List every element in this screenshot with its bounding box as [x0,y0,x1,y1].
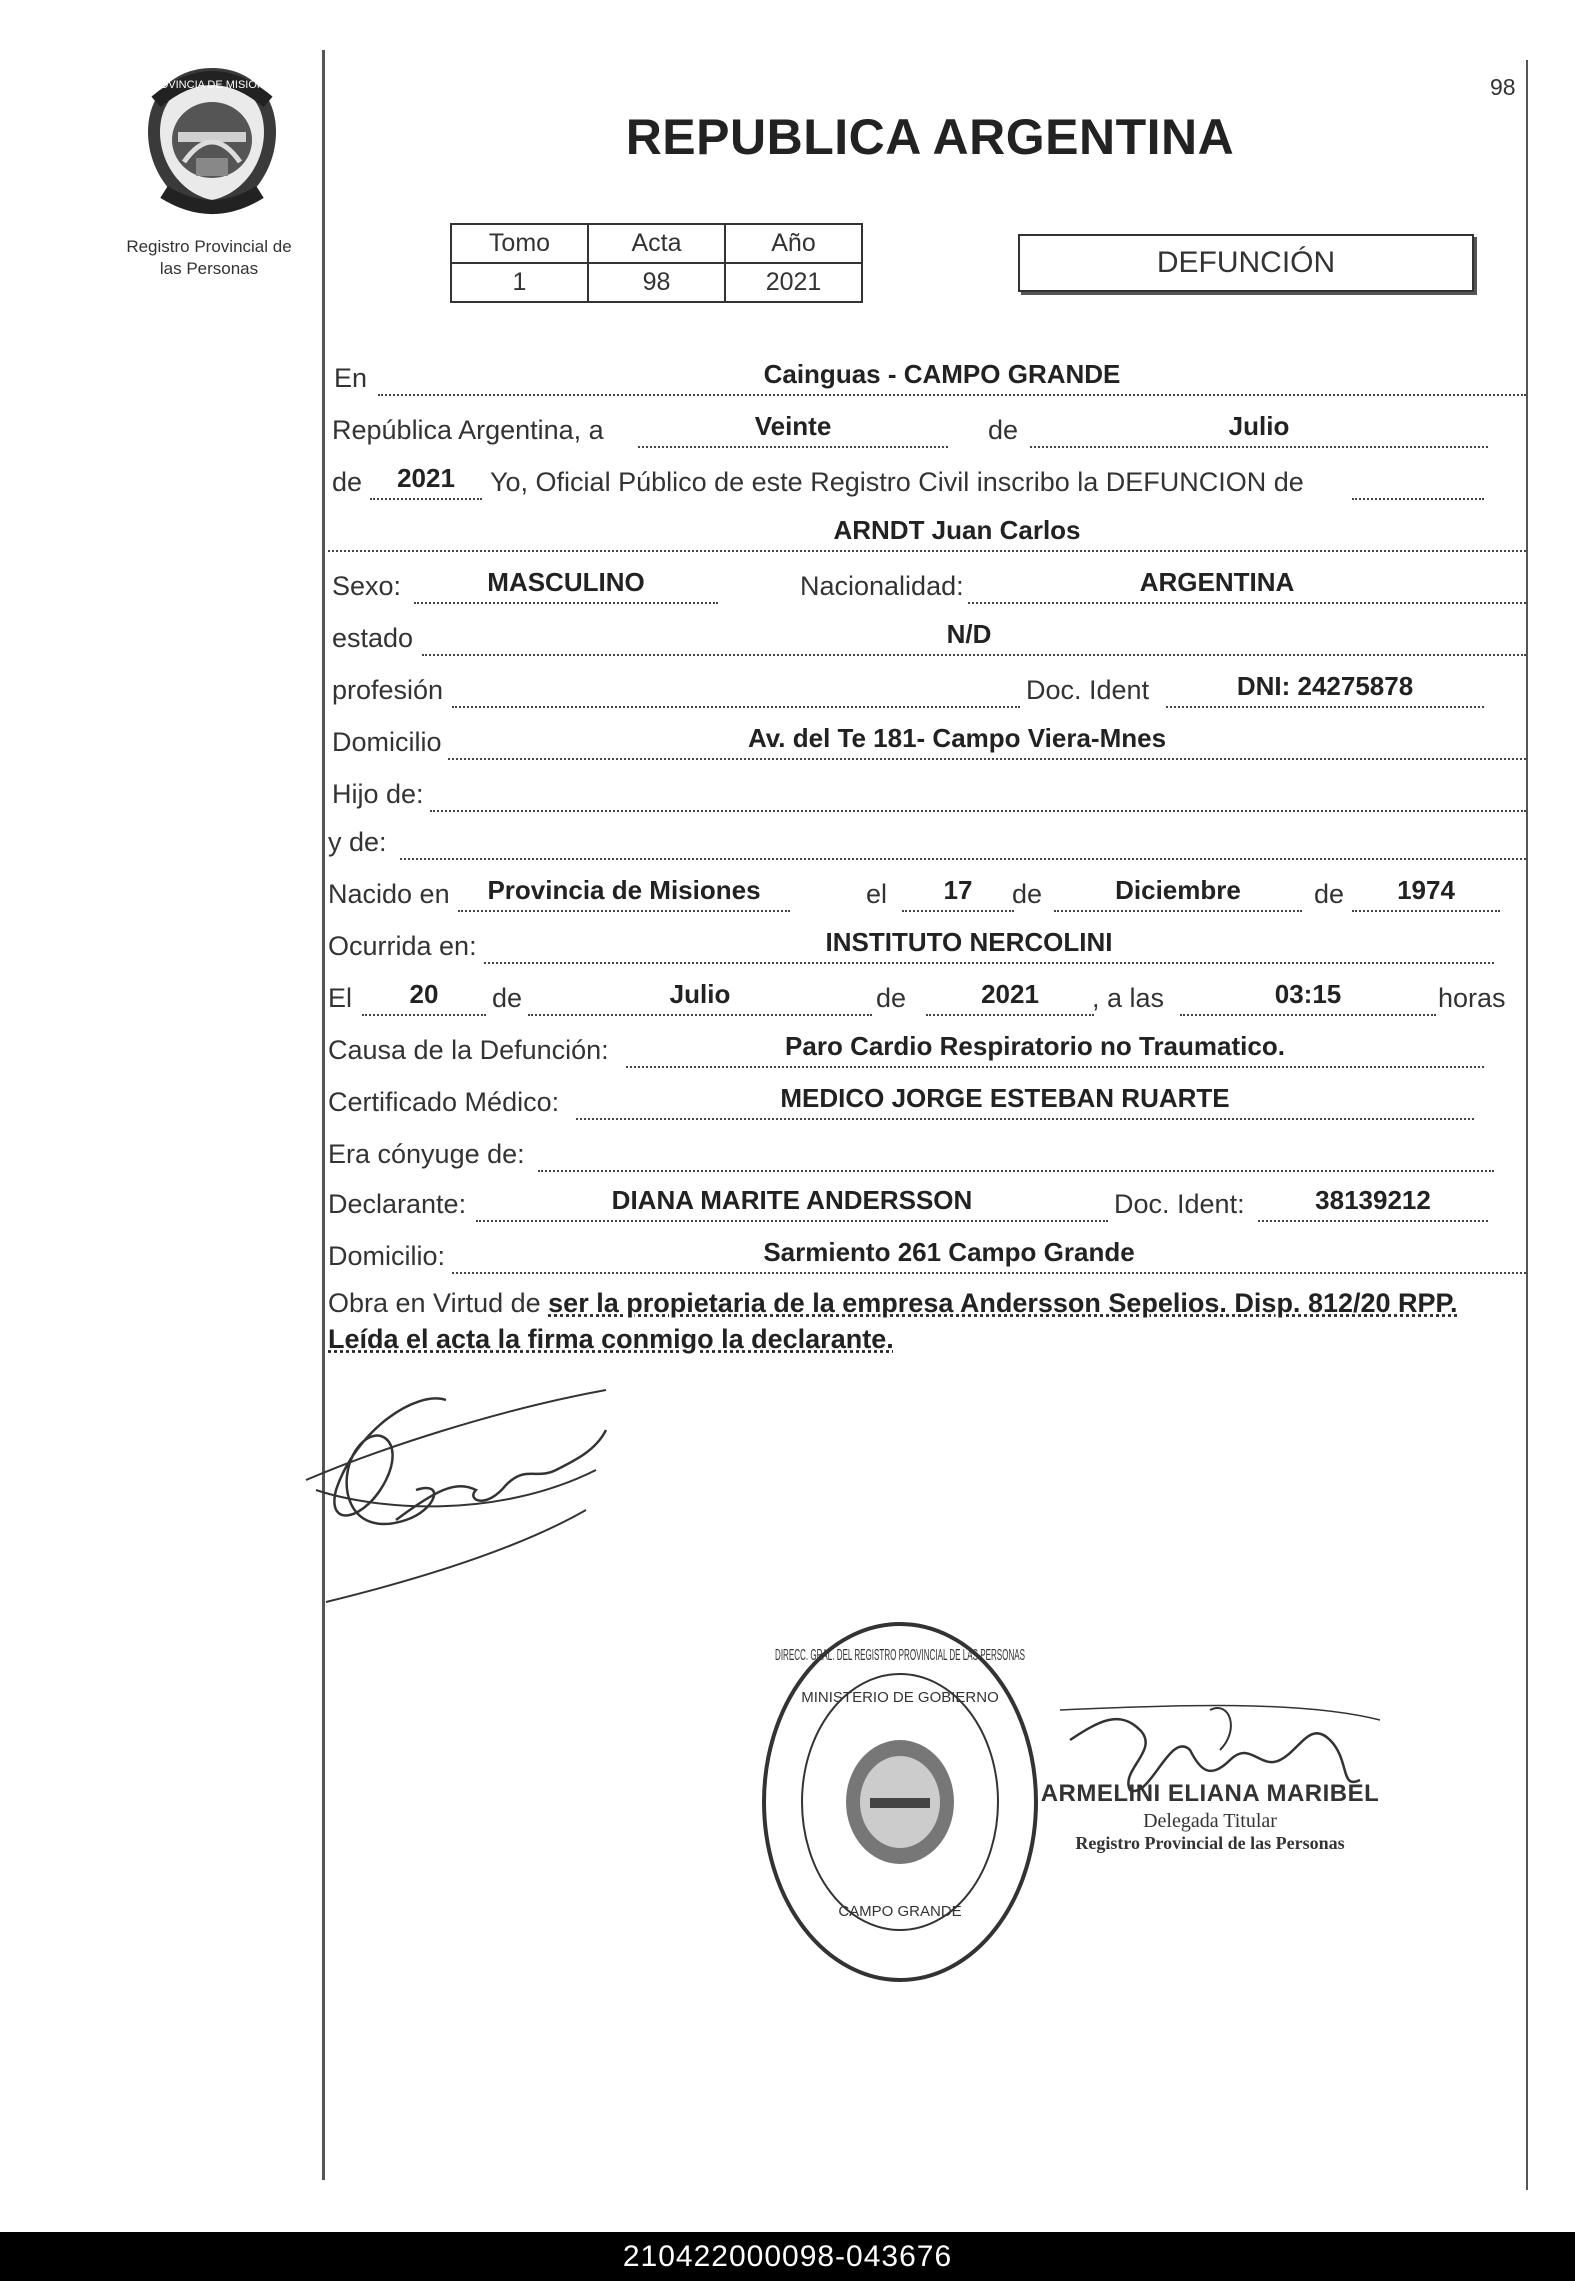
row-domicilio [328,722,1526,764]
nacido-de2-label: de [1314,879,1345,909]
row-conyuge [328,1134,1526,1176]
doc-ident-value: DNI: 24275878 [1236,671,1414,701]
estado-field [422,616,1526,656]
death-day-field [362,976,486,1016]
row-ocurrida [328,926,1526,968]
birth-year-value: 1974 [1397,875,1455,905]
statement-text: Yo, Oficial Público de este Registro Civil inscribo la DEFUNCION de [490,467,1304,497]
acta-header: Acta [588,224,725,263]
domicilio-declarante-field [452,1234,1526,1274]
row-estado [328,618,1526,660]
death-day-value: 20 [409,979,439,1009]
nacido-el-label: el [866,879,888,909]
book-value-row [451,263,862,302]
fecha-de2-label: de [876,983,907,1013]
declarante-doc-value: 38139212 [1315,1185,1431,1215]
year-value: 2021 [397,463,455,493]
declarante-doc-label: Doc. Ident: [1114,1189,1245,1219]
tomo-value: 1 [451,263,588,302]
row-fecha [328,978,1526,1020]
fecha-de1-label: de [492,983,523,1013]
official-role: Delegada Titular [1143,1810,1277,1832]
obra-text2: Leída el acta la firma conmigo la declarante. [328,1324,894,1354]
birth-day-field [902,872,1014,912]
row-domicilio-declarante [328,1236,1526,1278]
sexo-value: MASCULINO [487,567,645,597]
causa-label: Causa de la Defunción: [328,1035,609,1065]
document-type-box: DEFUNCIÓN [1018,234,1474,292]
official-org: Registro Provincial de las Personas [1075,1833,1345,1853]
seal-outer-text: DIRECC. GRAL. DEL REGISTRO PROVINCIAL DE LAS PERSONAS [775,1647,1025,1664]
month-value: Julio [1228,411,1290,441]
domicilio-declarante-label: Domicilio: [328,1241,446,1271]
ocurrida-field [484,924,1494,964]
death-time-value: 03:15 [1274,979,1342,1009]
registry-label [100,236,318,280]
row-y-de [328,822,1526,864]
estado-label: estado [332,623,414,653]
obra-text1: ser la propietaria de la empresa Andersson Sepelios. Disp. 812/20 RPP. [548,1288,1458,1318]
birth-day-value: 17 [943,875,973,905]
row-declarante [328,1184,1526,1226]
provincial-crest-logo [138,62,286,218]
sexo-label: Sexo: [332,571,402,601]
birth-month-value: Diciembre [1115,875,1241,905]
ocurrida-value: INSTITUTO NERCOLINI [825,927,1113,957]
domicilio-field [448,720,1526,760]
republica-de-label: de [988,415,1019,445]
left-margin-line [322,50,325,2180]
nacionalidad-label: Nacionalidad: [800,571,964,601]
death-year-value: 2021 [981,979,1039,1009]
certificado-label: Certificado Médico: [328,1087,560,1117]
month-field [1030,408,1488,448]
causa-value: Paro Cardio Respiratorio no Traumatico. [785,1031,1285,1061]
obra-en-virtud [328,1285,1528,1357]
page-number: 98 [1490,74,1516,100]
registry-label-line2: las Personas [159,259,259,278]
statement-tail-field [1352,460,1484,500]
republica-label: República Argentina, a [332,415,604,445]
obra-line1 [328,1285,1528,1321]
birth-month-field [1054,872,1302,912]
conyuge-field [538,1132,1494,1172]
row-en [328,358,1526,400]
day-text-field [638,408,948,448]
death-year-field [926,976,1094,1016]
declarante-label: Declarante: [328,1189,467,1219]
fecha-el-label: El [328,983,353,1013]
death-month-value: Julio [669,979,731,1009]
nacionalidad-value: ARGENTINA [1139,567,1295,597]
domicilio-value: Av. del Te 181- Campo Viera-Mnes [747,723,1167,753]
row-profesion-doc [328,670,1526,712]
y-de-label: y de: [328,827,387,857]
certificado-value: MEDICO JORGE ESTEBAN RUARTE [780,1083,1230,1113]
declarante-doc-field [1258,1182,1488,1222]
profesion-field [452,668,1020,708]
row-causa [328,1030,1526,1072]
domicilio-declarante-value: Sarmiento 261 Campo Grande [763,1237,1135,1267]
hijo-de-field [430,772,1526,812]
obra-label: Obra en Virtud de [328,1288,541,1318]
official-name: ARMELINI ELIANA MARIBEL [1040,1780,1380,1807]
seal-inner-text: MINISTERIO DE GOBIERNO [801,1689,999,1706]
birth-year-field [1352,872,1500,912]
nacido-label: Nacido en [328,879,450,909]
birthplace-value: Provincia de Misiones [487,875,761,905]
fecha-horas-label: horas [1438,983,1506,1013]
y-de-field [400,820,1526,860]
en-value: Cainguas - CAMPO GRANDE [763,359,1121,389]
row-year-statement [328,462,1526,504]
causa-field [626,1028,1484,1068]
sexo-field [414,564,718,604]
fecha-alas-label: , a las [1092,983,1165,1013]
estado-value: N/D [946,619,992,649]
right-margin-line [1526,60,1528,2190]
declarante-value: DIANA MARITE ANDERSSON [611,1185,973,1215]
row-deceased-name [328,514,1526,556]
tomo-header: Tomo [451,224,588,263]
year-de-label: de [332,467,363,497]
year-field [370,460,482,500]
obra-line2 [328,1321,1528,1357]
certificado-field [576,1080,1474,1120]
anio-value: 2021 [725,263,862,302]
nacionalidad-field [968,564,1526,604]
declarant-signature [296,1370,616,1620]
conyuge-label: Era cónyuge de: [328,1139,525,1169]
hijo-de-label: Hijo de: [332,779,424,809]
doc-ident-field [1166,668,1484,708]
seal-bottom-text: CAMPO GRANDE [838,1903,962,1920]
footer-barcode-code: 210422000098-043676 [0,2232,1575,2281]
domicilio-label: Domicilio [332,727,442,757]
deceased-name-value: ARNDT Juan Carlos [833,515,1081,545]
row-sexo-nacionalidad [328,566,1526,608]
en-label: En [334,363,368,393]
nacido-de1-label: de [1012,879,1043,909]
registry-seal [760,1620,1040,1985]
crest-text: PROVINCIA DE MISIONES [144,79,280,91]
deceased-name-field [328,512,1526,552]
birthplace-field [458,872,790,912]
declarante-field [476,1182,1108,1222]
row-nacido [328,874,1526,916]
ocurrida-label: Ocurrida en: [328,931,477,961]
doc-ident-label: Doc. Ident [1026,675,1150,705]
row-republica [328,410,1526,452]
anio-header: Año [725,224,862,263]
registry-label-line1: Registro Provincial de [126,237,292,256]
profesion-label: profesión [332,675,444,705]
row-hijo-de [328,774,1526,816]
document-title: REPUBLICA ARGENTINA [625,109,1235,165]
death-time-field [1180,976,1436,1016]
book-reference-table [450,223,863,303]
acta-value: 98 [588,263,725,302]
en-field [378,356,1526,396]
row-certificado [328,1082,1526,1124]
book-header-row [451,224,862,263]
day-text-value: Veinte [754,411,832,441]
death-month-field [528,976,872,1016]
official-stamp [1030,1780,1390,1854]
